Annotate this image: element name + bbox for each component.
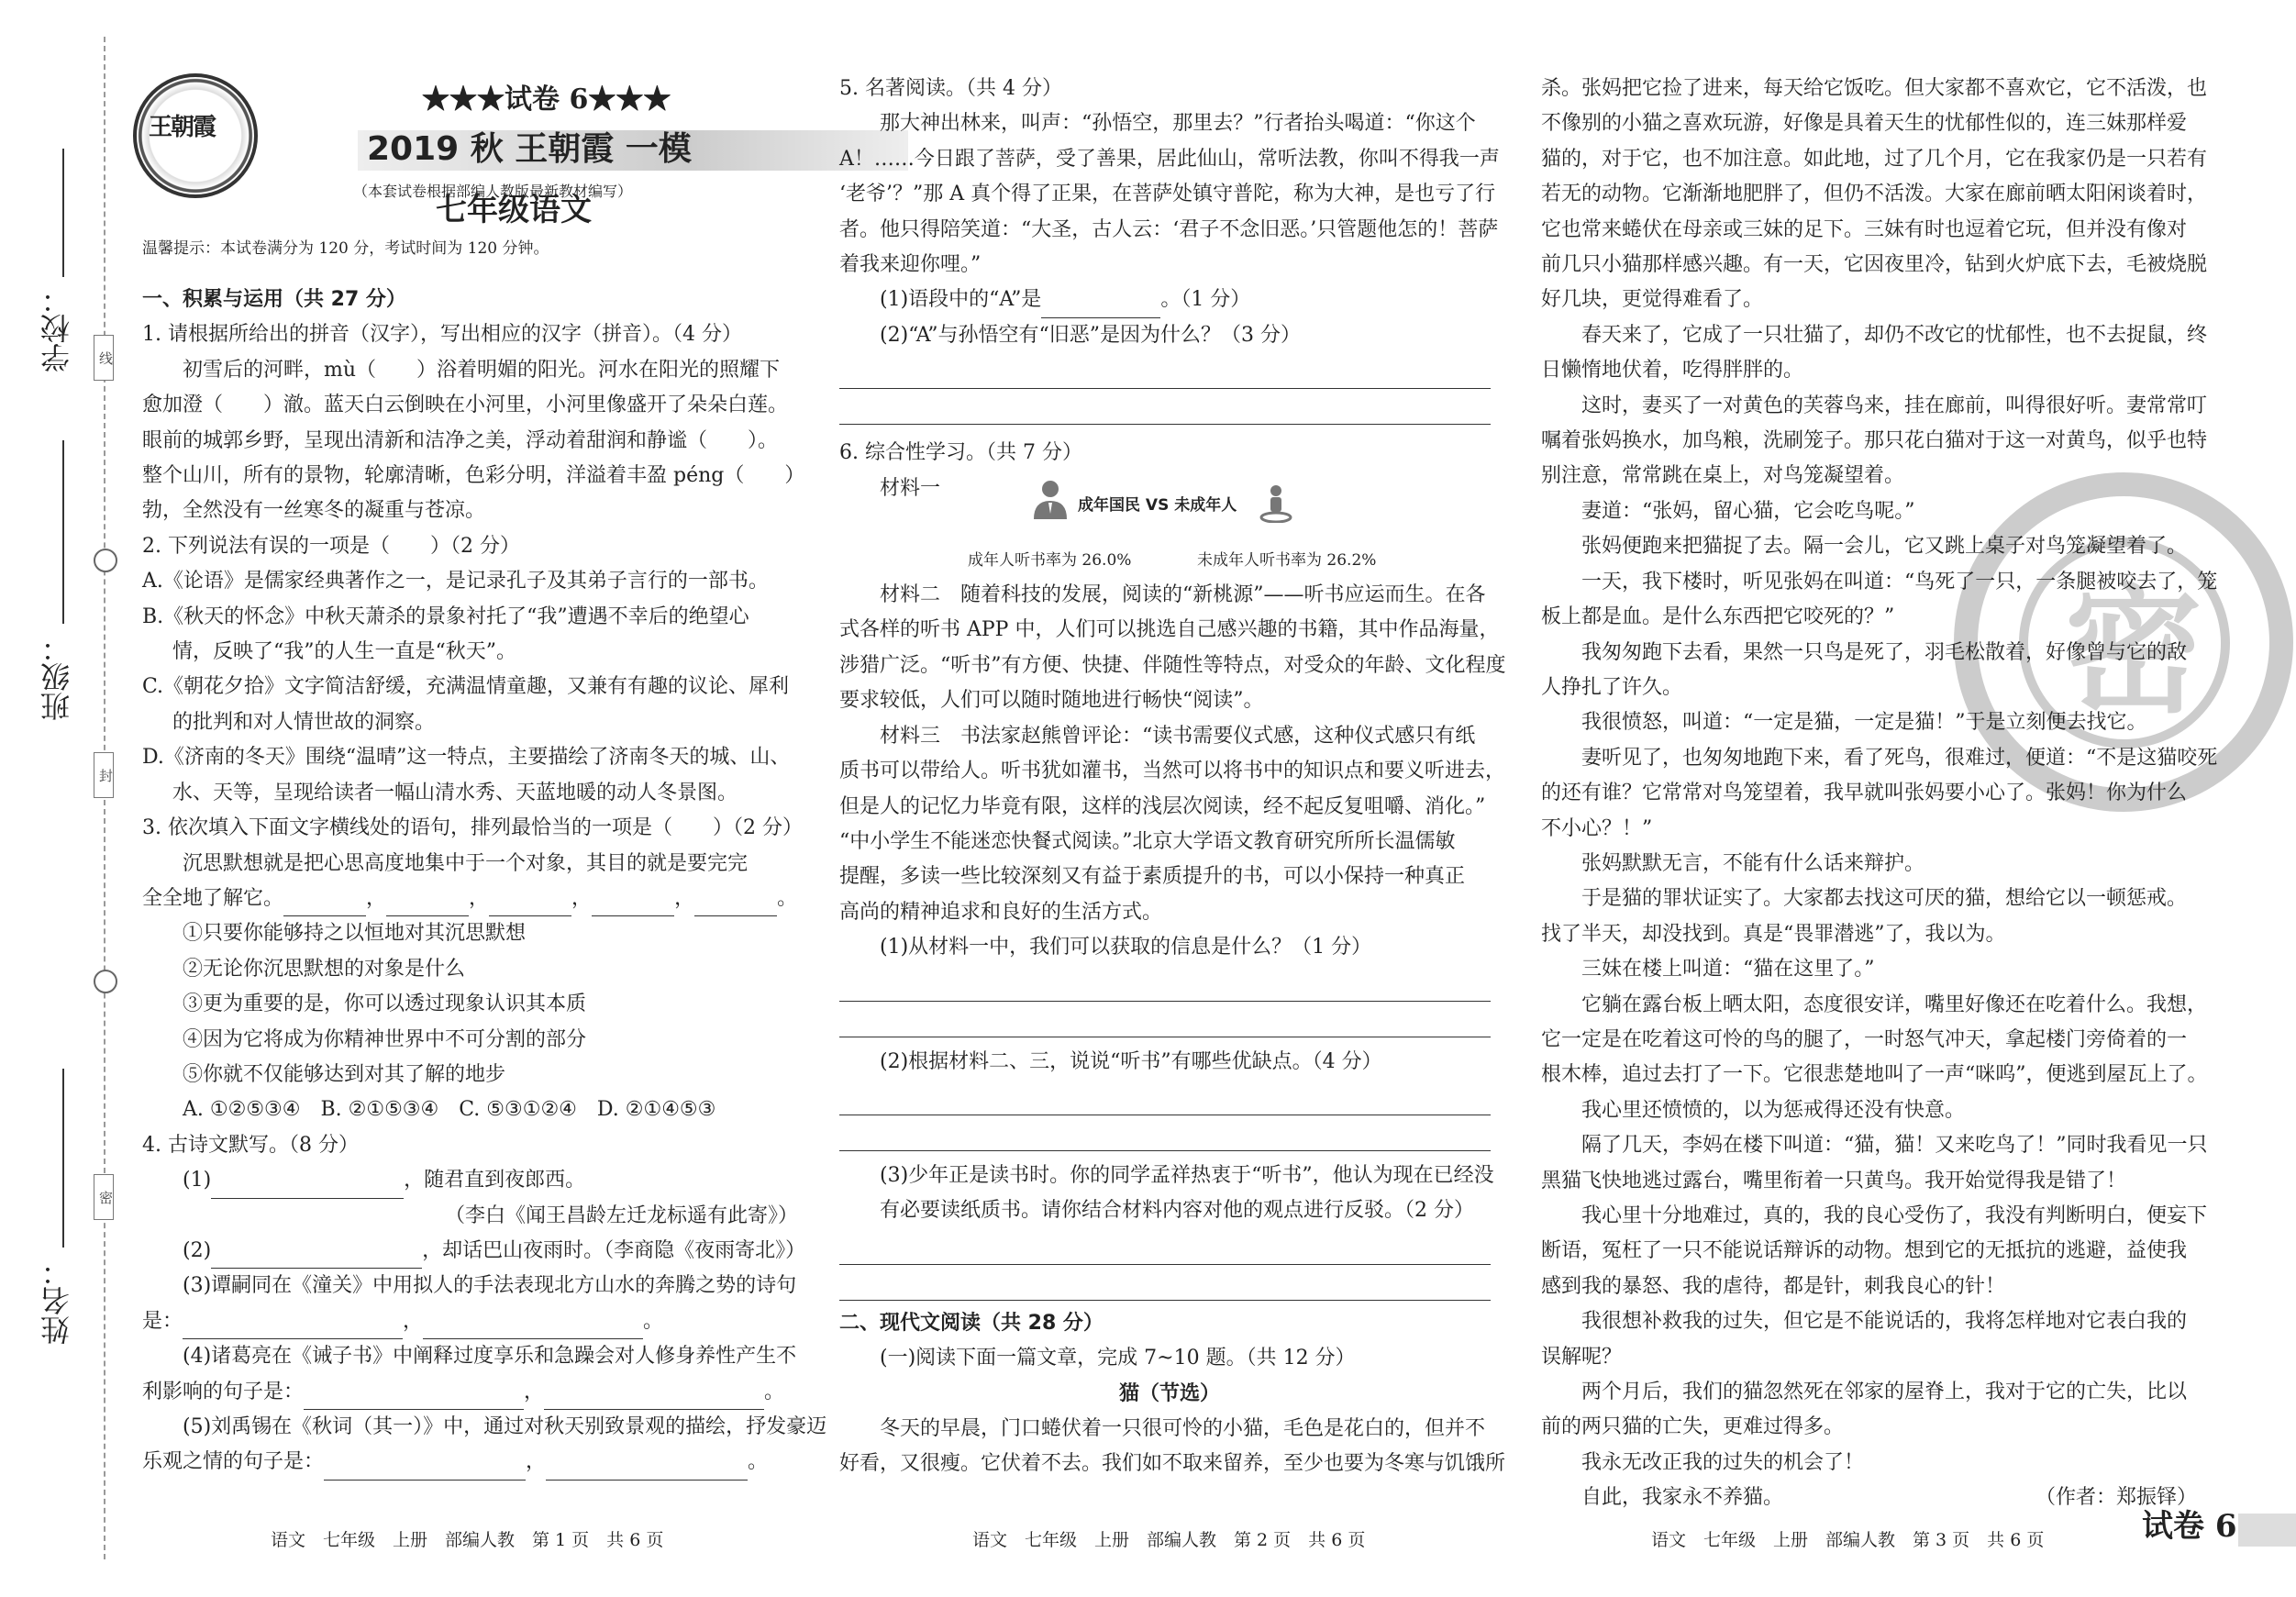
article-line: 杀。张妈把它捡了进来，每天给它饭吃。但大家都不喜欢它，它不活泼，也 [1541,77,2208,100]
answer-blank[interactable] [1041,292,1160,318]
answer-line[interactable] [839,1115,1491,1151]
minor-person-icon [1258,482,1294,523]
material-text: 但是人的记忆力毕竟有限，这样的浅层次阅读，经不起反复咀嚼、消化。” [839,794,1486,818]
question-text: ，随君直到夜郎西。 [404,1169,586,1192]
article-line: 它一定是在吃着这可怜的鸟的腿了，一时怒气冲天，拿起楼门旁倚着的一 [1541,1027,2188,1051]
class-input-line[interactable] [62,440,64,624]
subject-title: 七年级语文 [436,192,592,228]
material-text: 提醒，多读一些比较深刻又有益于素质提升的书，可以小保持一种真正 [839,865,1466,889]
article-text: 好看，又很瘦。它伏着不去。我们如不取来留养，至少也要为冬寒与饥饿所 [839,1452,1506,1476]
minor-listening-rate: 未成年人听书率为 26.2% [1197,551,1377,571]
material-text: “中小学生不能迷恋快餐式阅读。”北京大学语文教育研究所所长温儒敏 [839,829,1456,853]
column-3 [1541,72,2218,1516]
article-line: 这时，妻买了一对黄色的芙蓉鸟来，挂在廊前，叫得很好听。妻常常叮 [1541,394,2208,417]
article-line: 它也常来蜷伏在母亲或三妹的足下。三妹有时也逗着它玩，但并没有像对 [1541,217,2188,241]
page-footer: 语文 七年级 上册 部编人教 第 1 页 共 6 页 [271,1530,664,1550]
article-line: 人挣扎了许久。 [1541,675,1683,699]
question-text: 乐观之情的句子是： [142,1450,325,1474]
question-2: 2. 下列说法有误的一项是（ ）（2 分） [142,534,520,558]
article-line: 春天来了，它成了一只壮猫了，却仍不改它的忧郁性，也不去捉鼠，终 [1541,323,2208,347]
question-text: ，却话巴山夜雨时。（李商隐《夜雨寄北》） [422,1238,806,1262]
answer-blank[interactable] [489,890,571,916]
option-text: 情，反映了“我”的人生一直是“秋天”。 [172,640,516,664]
question-text: 。（1 分） [1160,288,1251,312]
question-text: 利影响的句子是： [142,1380,305,1403]
question-5: 5. 名著阅读。（共 4 分） [839,77,1062,100]
class-label: 班级： [39,633,74,721]
answer-line[interactable] [839,966,1491,1002]
article-author: （作者：郑振铎） [2035,1486,2197,1510]
article-line: 于是猫的罪状证实了。大家都去找这可厌的猫，想给它以一顿惩戒。 [1541,887,2188,911]
page-footer: 语文 七年级 上册 部编人教 第 2 页 共 6 页 [972,1530,1366,1550]
answer-line[interactable] [839,1080,1491,1115]
question-text: 全全地了解它。 [142,886,284,910]
question-3: 3. 依次填入下面文字横线处的语句，排列最恰当的一项是（ ）（2 分） [142,816,803,840]
article-text: 冬天的早晨，门口蜷伏着一只很可怜的小猫，毛色是花白的，但并不 [880,1416,1486,1440]
option-text: C.《朝花夕拾》文字简洁舒缓，充满温情童趣，又兼有有趣的议论、犀利 [142,675,790,699]
article-line: 我很想补救我的过失，但它是不能说话的，我将怎样地对它表白我的 [1541,1310,2188,1334]
article-line: 自此，我家永不养猫。 [1541,1486,1784,1510]
material-text: 涉猎广泛。“听书”有方便、快捷、伴随性等特点，对受众的年龄、文化程度 [839,653,1506,677]
option-text: A.《论语》是儒家经典著作之一，是记录孔子及其弟子言行的一部书。 [142,570,769,593]
binding-sidebar [0,0,124,1597]
answer-blank[interactable] [386,890,469,916]
article-line: 妻道：“张妈，留心猫，它会吃鸟呢。” [1541,499,1915,523]
passage-text: 者。他只得陪笑道：“大圣，古人云：‘君子不念旧恶。’只管题他怎的！菩萨 [839,217,1499,241]
answer-blank[interactable] [304,1383,524,1410]
question-text: 沉思默想就是把心思高度地集中于一个对象，其目的就是要完完 [183,851,749,875]
school-label: 学校： [39,284,74,372]
passage-text: 着我来迎你哩。” [839,253,982,277]
binding-hole-icon [94,549,117,572]
column-1: 一、积累与运用（共 27 分） 1. 请根据所给出的拼音（汉字），写出相应的汉字（拼音）。（4 分） 初雪后的河畔，mù（ ）浴着明媚的阳光。河水在阳光的照耀下 愈加澄（ ）澈。蓝天白云倒映在小河里，小河里像盛开了朵朵白莲。 眼前的城郭乡野，呈现出清新和洁净之美，浮动着甜润和静谧（ ）。 整个山川，所有的景物，轮廓清晰，色彩分明，洋溢着丰盈 péng（ ） 勃，全然没有一丝寒冬的凝重与苍凉。 2. 下列说法有误的一项是（ ）（2 分） A.《论语》是儒家经典著作之一，是记录孔子及其弟子言行的一部书。 B.《秋天的怀念》中秋天萧杀的景象衬托了“我”遭遇不幸后的绝望心 情，反映了“我”的人生一直是“秋天”。 C.《朝花夕拾》文字简洁舒缓，充满温情童趣，又兼有有趣的议论、犀利 的批判和对人情世故的洞察。 D.《济南的冬天》围绕“温晴”这一特点，主要描绘了济南冬天的城、山、 水、天等，呈现给读者一幅山清水秀、天蓝地暖的动人冬景图。 3. 依次填入下面文字横线处的语句，排列最恰当的一项是（ ）（2 分） 沉思默想就是把心思高度地集中于一个对象，其目的就是要完完 全全地了解它。 ， ， ， ， 。 ①只要你能够持之以恒地对其沉思默想 ②无论你沉思默想的对象是什么 ③更为重要的是，你可以透过现象认识其本质 ④因为它将成为你精神世界中不可分割的部分 ⑤你就不仅能够达到对其了解的地步 A. ①②⑤③④ B. ②①⑤③④ C. ⑤③①②④ D. ②①④⑤③ 4. 古诗文默写。（8 分） (1) ，随君直到夜郎西。 （李白《闻王昌龄左迁龙标遥有此寄》） (2) ，却话巴山夜雨时。（李商隐《夜雨寄北》） (3)谭嗣同在《潼关》中用拟人的手法表现北方山水的奔腾之势的诗句 是： ， 。 (4)诸葛亮在《诫子书》中阐释过度享乐和急躁会对人修身养性产生不 利影响的句子是： ， 。 (5)刘禹锡在《秋词（其一）》中，通过对秋天别致景观的描绘，抒发豪迈 乐观之情的句子是： ， 。 [142,283,798,1481]
name-label: 姓名： [39,1257,74,1345]
question-text: (2)根据材料二、三，说说“听书”有哪些优缺点。（4 分） [880,1049,1382,1073]
adult-person-icon [1032,479,1069,519]
article-line: 我永无改正我的过失的机会了！ [1541,1450,1865,1474]
paper-number: ★★★试卷 6★★★ [422,83,671,116]
article-line: 不像别的小猫之喜欢玩游，好像是具着天生的忧郁性似的，连三妹那样爱 [1541,112,2188,136]
article-line: 前的两只猫的亡失，更难过得多。 [1541,1415,1845,1439]
answer-line[interactable] [839,1229,1491,1265]
figure-title: 成年国民 VS 未成年人 [1078,496,1237,516]
material-label: 材料一 [880,476,941,500]
option-text: B.《秋天的怀念》中秋天萧杀的景象衬托了“我”遭遇不幸后的绝望心 [142,604,749,628]
article-line: 别注意，常常跳在桌上，对鸟笼凝望着。 [1541,464,1905,488]
article-line: 两个月后，我们的猫忽然死在邻家的屋脊上，我对于它的亡失，比以 [1541,1381,2188,1404]
article-line: 的还有谁？它常常对鸟笼望着，我早就叫张妈要小心了。张妈！你为什么 [1541,782,2188,805]
footer-band [2238,1514,2296,1547]
material-text: 高尚的精神追求和良好的生活方式。 [839,900,1163,924]
section-heading: 一、积累与运用（共 27 分） [142,288,406,311]
article-line: 不小心？！” [1541,816,1653,840]
answer-line[interactable] [839,1265,1491,1301]
binding-hole-icon [94,970,117,993]
article-line: 好几块，更觉得难看了。 [1541,288,1764,312]
option-text: 的批判和对人情世故的洞察。 [172,710,436,734]
answer-options: A. ①②⑤③④ B. ②①⑤③④ C. ⑤③①②④ D. ②①④⑤③ [183,1098,716,1122]
question-text: (2)“A”与孙悟空有“旧恶”是因为什么？（3 分） [880,323,1301,347]
page-footer: 语文 七年级 上册 部编人教 第 3 页 共 6 页 [1651,1530,2045,1550]
article-line: 找了半天，却没找到。真是“畏罪潜逃”了，我以为。 [1541,922,2006,946]
option-text: ②无论你沉思默想的对象是什么 [183,957,466,981]
question-text: 眼前的城郭乡野，呈现出清新和洁净之美，浮动着甜润和静谧（ ）。 [142,428,779,452]
article-line: 我心里十分地难过，真的，我的良心受伤了，我没有判断明白，便妄下 [1541,1204,2208,1227]
question-text: (2) [183,1238,212,1262]
material-text: 材料三 书法家赵熊曾评论：“读书需要仪式感，这种仪式感只有纸 [880,724,1476,748]
question-text: 初雪后的河畔，mù（ ）浴着明媚的阳光。河水在阳光的照耀下 [183,358,781,382]
article-title: 猫（节选） [1118,1381,1220,1405]
answer-blank[interactable] [544,1383,764,1410]
adult-listening-rate: 成年人听书率为 26.0% [968,551,1132,571]
question-text: 有必要读纸质书。请你结合材料内容对他的观点进行反驳。（2 分） [880,1199,1474,1223]
source-citation: （李白《闻王昌龄左迁龙标遥有此寄》） [444,1203,798,1227]
article-line: 我心里还愤愤的，以为惩戒得还没有快意。 [1541,1098,1966,1122]
article-line: 妻听见了，也匆匆地跑下来，看了死鸟，很难过，便道：“不是这猫咬死 [1541,746,2218,770]
exam-header [128,64,803,312]
question-1: 1. 请根据所给出的拼音（汉字），写出相应的汉字（拼音）。（4 分） [142,323,742,347]
article-line: 黑猫飞快地逃过露台，嘴里衔着一只黄鸟。我开始觉得我是错了！ [1541,1169,2127,1192]
article-line: 它躺在露台板上晒太阳，态度很安详，嘴里好像还在吃着什么。我想， [1541,993,2208,1016]
name-input-line[interactable] [62,1069,64,1248]
answer-blank[interactable] [546,1454,748,1481]
article-line: 三妹在楼上叫道：“猫在这里了。” [1541,958,1875,981]
question-text: (4)诸葛亮在《诫子书》中阐释过度享乐和急躁会对人修身养性产生不 [183,1345,797,1369]
question-text: 勃，全然没有一丝寒冬的凝重与苍凉。 [142,499,486,523]
question-text: 愈加澄（ ）澈。蓝天白云倒映在小河里，小河里像盛开了朵朵白莲。 [142,394,789,417]
answer-blank[interactable] [183,1313,403,1339]
school-input-line[interactable] [62,149,64,277]
question-4: 4. 古诗文默写。（8 分） [142,1133,359,1157]
question-text: (3)谭嗣同在《潼关》中用拟人的手法表现北方山水的奔腾之势的诗句 [183,1274,797,1298]
material-text: 要求较低，人们可以随时随地进行畅快“阅读”。 [839,689,1264,713]
brand-logo-text: 王朝霞 [149,114,216,141]
edition-note: （本套试卷根据部编人教版最新教材编写） [353,183,633,200]
option-text: 水、天等，呈现给读者一幅山清水秀、天蓝地暖的动人冬景图。 [172,781,738,804]
material-text: 式各样的听书 APP 中，人们可以挑选自己感兴趣的书籍，其中作品海量， [839,618,1500,642]
option-text: ③更为重要的是，你可以透过现象认识其本质 [183,993,587,1016]
option-text: ①只要你能够持之以恒地对其沉思默想 [183,922,527,946]
question-text: 是： [142,1309,183,1333]
material-text: 材料二 随着科技的发展，阅读的“新桃源”——听书应运而生。在各 [880,583,1486,607]
answer-blank[interactable] [211,1242,422,1269]
option-text: D.《济南的冬天》围绕“温晴”这一特点，主要描绘了济南冬天的城、山、 [142,746,791,770]
article-line: 嘱着张妈换水，加鸟粮，洗刷笼子。那只花白猫对于这一对黄鸟，似乎也特 [1541,429,2208,453]
article-line: 断语，冤枉了一只不能说话辩诉的动物。想到它的无抵抗的逃避，益使我 [1541,1239,2188,1263]
passage-text: 那大神出林来，叫声：“孙悟空，那里去？”行者抬头喝道：“你这个 [880,112,1476,136]
section-heading: 二、现代文阅读（共 28 分） [839,1311,1104,1335]
seal-mark-line: 线 [94,335,114,381]
stamp-character: 密 [2064,572,2202,732]
answer-blank[interactable] [324,1454,526,1481]
passage-text: ‘老爷’？”那 A 真个得了正果，在菩萨处镇守普陀，称为大神，是也亏了行 [839,183,1496,206]
seal-mark-seal: 封 [94,752,114,798]
listening-rate-figure [839,496,1500,543]
answer-line[interactable] [839,1002,1491,1037]
article-line: 我很愤怒，叫道：“一定是猫，一定是猫！”于是立刻便去找它。 [1541,711,2147,735]
article-line: 张妈便跑来把猫捉了去。隔一会儿，它又跳上桌子对鸟笼凝望着了。 [1541,535,2188,559]
article-line: 一天，我下楼时，听见张妈在叫道：“鸟死了一只，一条腿被咬去了，笼 [1541,570,2218,593]
answer-blank[interactable] [423,1313,643,1339]
answer-blank[interactable] [592,890,674,916]
answer-blank[interactable] [283,890,366,916]
article-line: 若无的动物。它渐渐地肥胖了，但仍不活泼。大家在廊前晒太阳闲谈着时， [1541,183,2208,206]
answer-blank[interactable] [211,1172,404,1199]
exam-tip: 温馨提示：本试卷满分为 120 分，考试时间为 120 分钟。 [142,239,549,258]
answer-blank[interactable] [694,890,777,916]
column-2 [839,72,1506,1482]
question-text: (1)语段中的“A”是 [880,288,1042,312]
option-text: ④因为它将成为你精神世界中不可分割的部分 [183,1027,587,1051]
article-line: 日懒惰地伏着，吃得胖胖的。 [1541,359,1804,383]
article-line: 误解呢？ [1541,1345,1623,1369]
question-text: (3)少年正是读书时。你的同学孟祥热衷于“听书”，他认为现在已经没 [880,1163,1494,1187]
question-text: (1)从材料一中，我们可以获取的信息是什么？（1 分） [880,936,1372,959]
article-line: 张妈默默无言，不能有什么话来辩护。 [1541,851,1925,875]
article-line: 根木棒，追过去打了一下。它很悲楚地叫了一声“咪呜”，便逃到屋瓦上了。 [1541,1063,2208,1087]
question-text: 整个山川，所有的景物，轮廓清晰，色彩分明，洋溢着丰盈 péng（ ） [142,464,805,488]
question-6: 6. 综合性学习。（共 7 分） [839,441,1082,465]
answer-line[interactable] [839,353,1491,389]
answer-line[interactable] [839,389,1491,425]
option-text: ⑤你就不仅能够达到对其了解的地步 [183,1062,506,1086]
seal-dashed-line [104,37,105,1559]
question-text: (1) [183,1169,212,1192]
article-line: 板上都是血。是什么东西把它咬死的？” [1541,605,1895,629]
article-line: 猫的，对于它，也不加注意。如此地，过了几个月，它在我家仍是一只若有 [1541,147,2208,171]
article-line: 前几只小猫那样感兴趣。有一天，它因夜里冷，钻到火炉底下去，毛被烧脱 [1541,253,2208,277]
article-line: 我匆匆跑下去看，果然一只鸟是死了，羽毛松散着，好像曾与它的敌 [1541,640,2188,664]
question-text: (一)阅读下面一篇文章，完成 7~10 题。（共 12 分） [880,1347,1356,1370]
article-line: 隔了几天，李妈在楼下叫道：“猫，猫！又来吃鸟了！”同时我看见一只 [1541,1134,2208,1158]
question-text: (5)刘禹锡在《秋词（其一）》中，通过对秋天别致景观的描绘，抒发豪迈 [183,1415,827,1438]
exam-title: 2019 秋 王朝霞 一模 [367,130,692,168]
seal-mark-secret: 密 [94,1174,114,1220]
material-text: 质书可以带给人。听书犹如灌书，当然可以将书中的知识点和要义听进去， [839,760,1506,783]
footer-paper-tag: 试卷 6 [2142,1508,2237,1545]
passage-text: A！……今日跟了菩萨，受了善果，居此仙山，常听法教，你叫不得我一声 [839,147,1500,171]
article-line: 感到我的暴怒、我的虐待，都是针，刺我良心的针！ [1541,1274,2006,1298]
